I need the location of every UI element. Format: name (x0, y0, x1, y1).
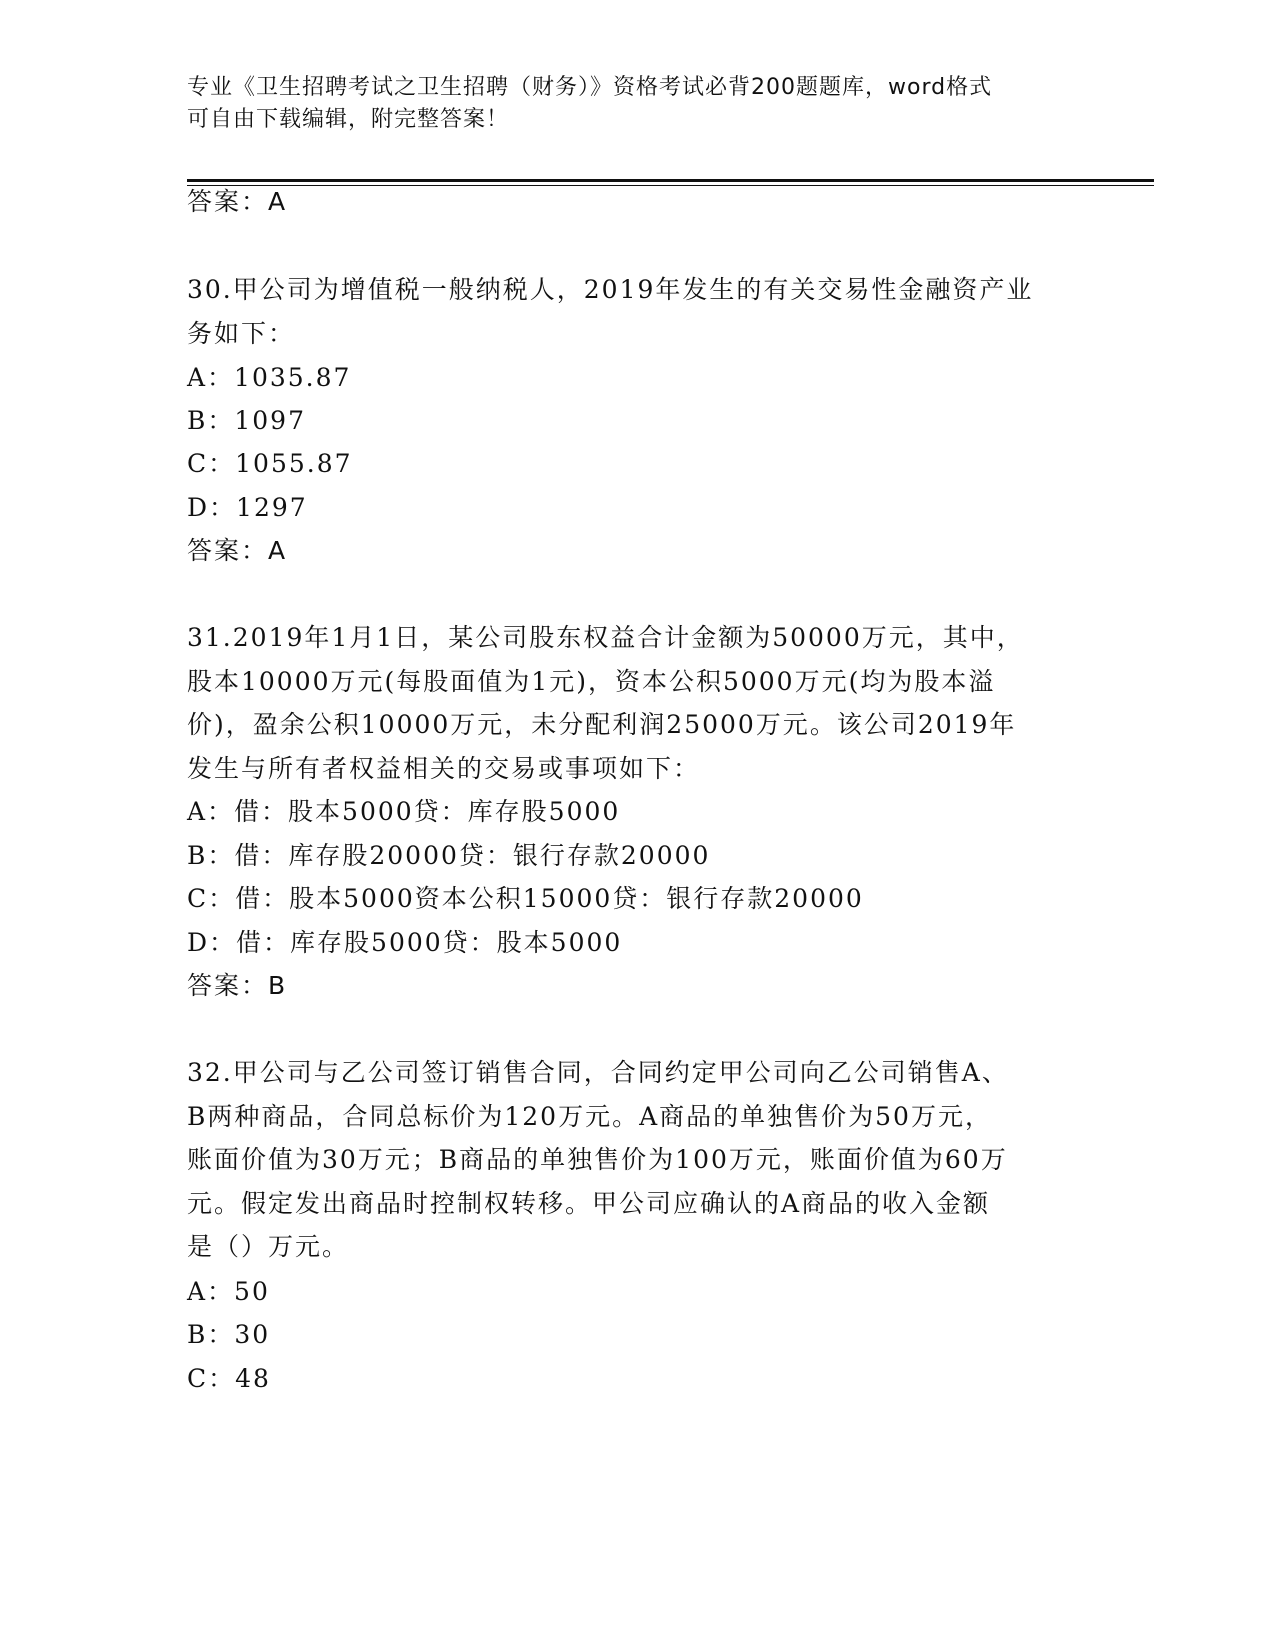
question-30-option-d: D：1297 (187, 493, 308, 522)
question-31-option-b: B：借：库存股20000贷：银行存款20000 (187, 841, 711, 870)
question-32-stem-line-5: 是（）万元。 (187, 1232, 350, 1261)
question-31-stem-line-2: 股本10000万元(每股面值为1元)，资本公积5000万元(均为股本溢 (187, 667, 996, 696)
question-31-option-c: C：借：股本5000资本公积15000贷：银行存款20000 (187, 884, 864, 913)
question-32-option-c: C：48 (187, 1364, 271, 1393)
header-title-line-2: 可自由下载编辑，附完整答案！ (187, 107, 510, 132)
header-title-line-1: 专业《卫生招聘考试之卫生招聘（财务）》资格考试必背200题题库，word格式 (187, 75, 993, 100)
question-30-stem-line-2: 务如下： (187, 319, 296, 348)
question-31-stem-line-3: 价)，盈余公积10000万元，未分配利润25000万元。该公司2019年 (187, 710, 1017, 739)
question-32-option-a: A：50 (187, 1277, 270, 1306)
header-divider-thick (187, 179, 1154, 182)
question-30-stem-line-1: 30.甲公司为增值税一般纳税人，2019年发生的有关交易性金融资产业 (187, 275, 1034, 304)
question-32-stem-line-4: 元。假定发出商品时控制权转移。甲公司应确认的A商品的收入金额 (187, 1189, 991, 1218)
question-31-option-d: D：借：库存股5000贷：股本5000 (187, 928, 623, 957)
question-30-answer: 答案：A (187, 536, 288, 565)
question-30-option-b: B：1097 (187, 406, 306, 435)
question-31-answer: 答案：B (187, 971, 288, 1000)
question-32-stem-line-1: 32.甲公司与乙公司签订销售合同，合同约定甲公司向乙公司销售A、 (187, 1058, 1009, 1087)
question-32-stem-line-3: 账面价值为30万元；B商品的单独售价为100万元，账面价值为60万 (187, 1145, 1008, 1174)
question-30-option-c: C：1055.87 (187, 449, 353, 478)
previous-question-answer: 答案：A (187, 187, 288, 216)
document-header (187, 72, 1087, 136)
question-32-stem-line-2: B两种商品，合同总标价为120万元。A商品的单独售价为50万元， (187, 1102, 992, 1131)
question-32-option-b: B：30 (187, 1320, 271, 1349)
question-31-stem-line-4: 发生与所有者权益相关的交易或事项如下： (187, 754, 701, 783)
question-30-option-a: A：1035.87 (187, 363, 352, 392)
question-31-option-a: A：借：股本5000贷：库存股5000 (187, 797, 621, 826)
question-31-stem-line-1: 31.2019年1月1日，某公司股东权益合计金额为50000万元，其中， (187, 623, 1024, 652)
header-divider-thin (187, 185, 1154, 186)
